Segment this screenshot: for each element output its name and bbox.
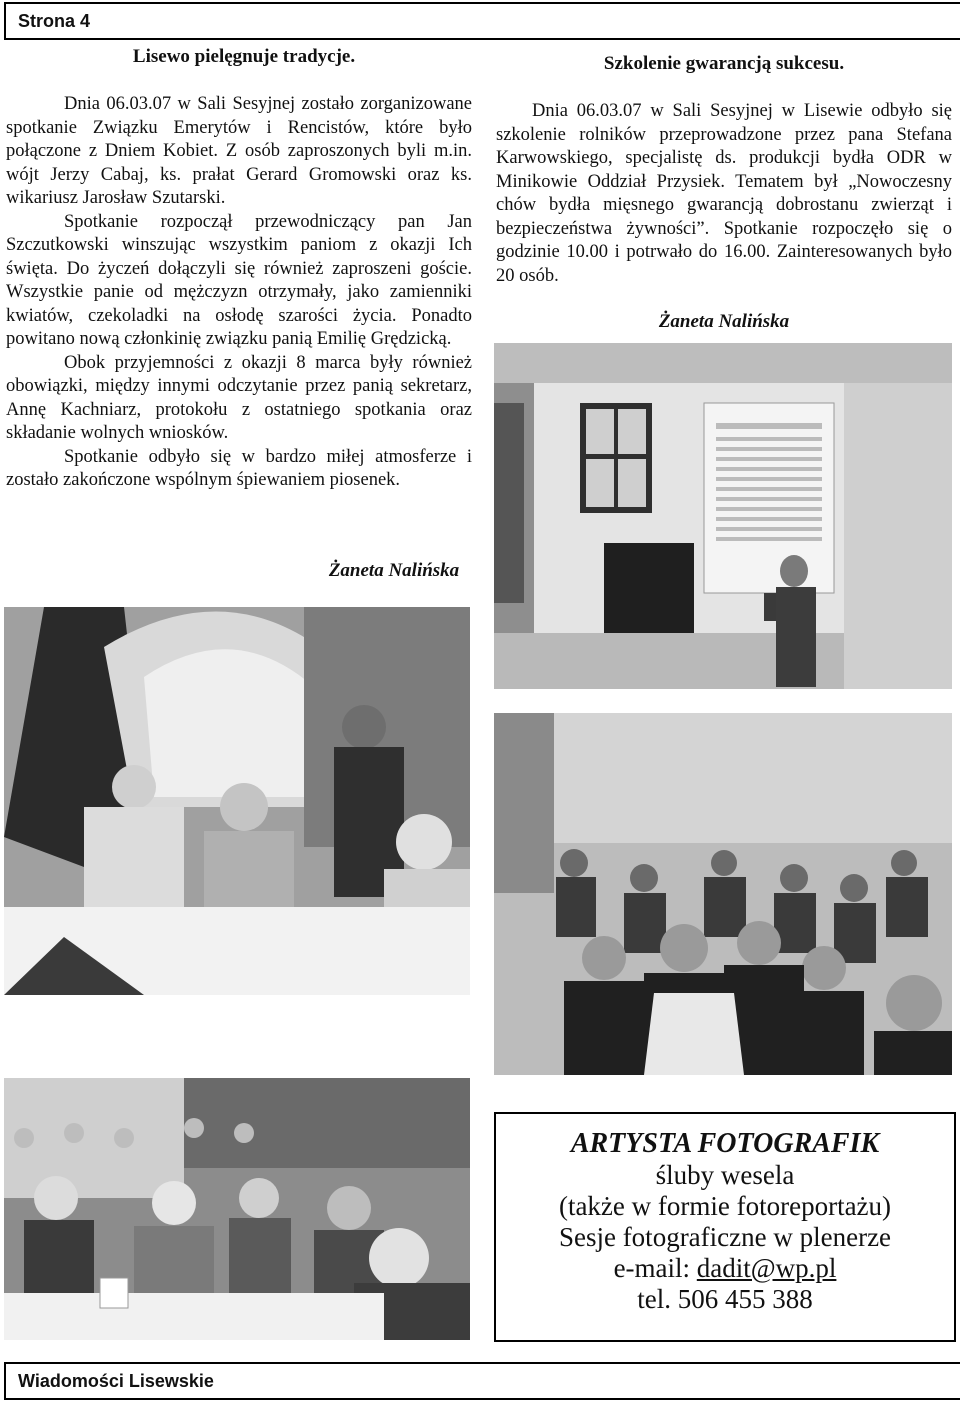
left-paragraph-4: Spotkanie odbyło się w bardzo miłej atmosferze i zostało zakończone wspólnym śpiewaniem piosenek. xyxy=(6,446,472,490)
ad-email-link[interactable]: dadit@wp.pl xyxy=(696,1253,837,1283)
ad-phone: tel. 506 455 388 xyxy=(637,1284,813,1314)
right-article-title: Szkolenie gwarancją sukcesu. xyxy=(603,53,845,74)
training-hall-photo xyxy=(494,343,952,689)
ad-heading: ARTYSTA FOTOGRAFIK xyxy=(570,1128,880,1159)
left-signature: Żaneta Nalińska xyxy=(328,560,460,581)
celebration-table-photo xyxy=(4,607,470,995)
ad-email-label: e-mail: xyxy=(613,1253,697,1283)
training-audience-photo xyxy=(494,713,952,1075)
ad-line-reportage: (także w formie fotoreportażu) xyxy=(558,1191,892,1221)
page-header xyxy=(4,2,960,40)
ad-line-outdoor: Sesje fotograficzne w plenerze xyxy=(558,1222,892,1252)
photographer-ad xyxy=(494,1112,956,1342)
left-paragraph-1: Dnia 06.03.07 w Sali Sesyjnej zostało zorganizowane spotkanie Związku Emerytów i Rencistów, które było połączone z Dniem Kobiet. Z osób zaproszonych byli m.in. wójt Jerzy Cabaj, ks. prałat Gerard Gromowski oraz ks. wikariusz Jarosław Szutarski. xyxy=(6,94,472,208)
left-article-body xyxy=(6,93,472,493)
ad-line-weddings: śluby wesela xyxy=(655,1160,795,1190)
left-paragraph-3: Obok przyjemności z okazji 8 marca były również obowiązki, między innymi odczytanie przez panią sekretarz, Annę Kachniarz, protokołu z ostatniego spotkania oraz składanie wolnych wniosków. xyxy=(6,352,472,443)
seniors-meeting-photo xyxy=(4,1078,470,1340)
page-footer xyxy=(4,1362,960,1400)
left-article-title: Lisewo pielęgnuje tradycje. xyxy=(132,46,356,67)
page-number-label: Strona 4 xyxy=(18,11,91,31)
right-paragraph-1: Dnia 06.03.07 w Sali Sesyjnej w Lisewie odbyło się szkolenie rolników przeprowadzone przez pana Stefana Karwowskiego, specjalistę ds. produkcji bydła ODR w Minikowie Oddział Przysiek. Tematem był „Nowoczesny chów bydła mięsnego gwarancją dobrostanu zwierząt i bezpieczeństwa żywności”. Spotkanie rozpoczęło się o godzinie 10.00 i potrwało do 16.00. Zainteresowanych było 20 osób. xyxy=(496,101,952,286)
left-paragraph-2: Spotkanie rozpoczął przewodniczący pan Jan Szczutkowski winszując wszystkim paniom z okazji Ich święta. Do życzeń dołączyli się również zaproszeni goście. Wszystkie panie od mężczyzn otrzymały, jako zamienniki kwiatów, czekoladki na osłodę szarości życia. Ponadto powitano nową członkinię związku panią Emilię Grędzicką. xyxy=(6,211,472,349)
publication-name: Wiadomości Lisewskie xyxy=(18,1371,214,1391)
right-article-body xyxy=(496,100,952,288)
ad-email-line xyxy=(496,1253,954,1284)
right-signature: Żaneta Nalińska xyxy=(658,311,790,332)
